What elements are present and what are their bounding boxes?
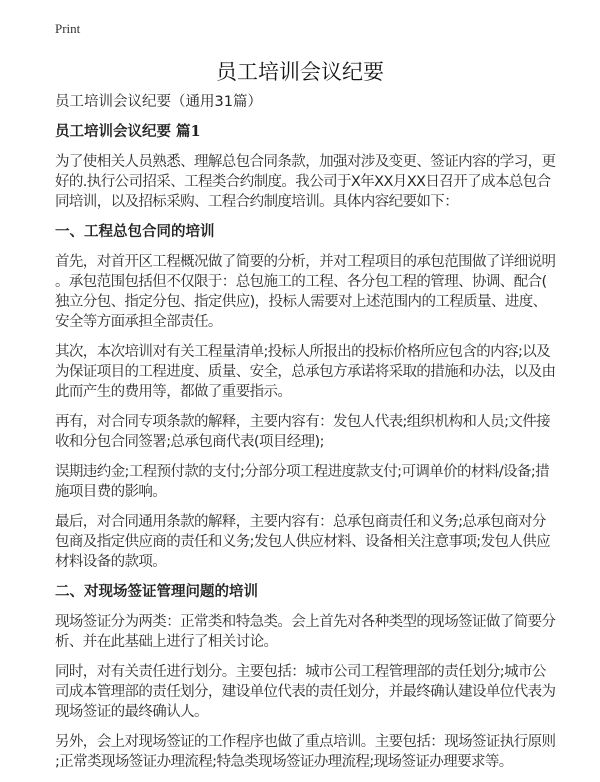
paragraph-line: 收和分包合同签署;总承包商代表(项目经理); bbox=[55, 434, 324, 450]
page-title: 员工培训会议纪要 bbox=[216, 60, 384, 84]
paragraph bbox=[55, 612, 555, 652]
document-subtitle: 员工培训会议纪要（通用31篇） bbox=[55, 94, 262, 110]
paragraph-line: 为保证项目的工程进度、质量、安全，总承包方承诺将采取的措施和办法，以及由 bbox=[55, 364, 556, 380]
paragraph-line: 误期违约金;工程预付款的支付;分部分项工程进度款支付;可调单价的材料/设备;措 bbox=[55, 464, 550, 480]
paragraph-line: 包商及指定供应商的责任和义务;发包人供应材料、设备相关注意事项;发包人供应 bbox=[55, 534, 551, 550]
paragraph-line: 此而产生的费用等，都做了重要指示。 bbox=[55, 384, 292, 400]
section-heading: 员工培训会议纪要 篇1 bbox=[55, 123, 201, 140]
paragraph bbox=[55, 412, 555, 452]
paragraph bbox=[55, 252, 555, 332]
paragraph-line: 。承包范围包括但不仅限于：总包施工的工程、各分包工程的管理、协调、配合( bbox=[55, 274, 547, 290]
paragraph-line: 安全等方面承担全部责任。 bbox=[55, 314, 222, 330]
section-heading: 二、对现场签证管理问题的培训 bbox=[55, 583, 258, 600]
paragraph-line: 再有，对合同专项条款的解释，主要内容有：发包人代表;组织机构和人员;文件接 bbox=[55, 414, 551, 430]
print-link[interactable]: Print bbox=[55, 21, 81, 36]
paragraph-line: 为了使相关人员熟悉、理解总包合同条款，加强对涉及变更、签证内容的学习，更 bbox=[55, 154, 556, 170]
paragraph bbox=[55, 662, 555, 722]
paragraph bbox=[55, 152, 555, 212]
paragraph-line: 现场签证分为两类：正常类和特急类。会上首先对各种类型的现场签证做了简要分 bbox=[55, 614, 556, 630]
paragraph-line: ;正常类现场签证办理流程;特急类现场签证办理流程;现场签证办理要求等。 bbox=[55, 754, 513, 770]
paragraph-line: 同时，对有关责任进行划分。主要包括：城市公司工程管理部的责任划分;城市公 bbox=[55, 664, 546, 680]
paragraph-line: 最后，对合同通用条款的解释，主要内容有：总承包商责任和义务;总承包商对分 bbox=[55, 514, 546, 530]
paragraph-line: 另外，会上对现场签证的工作程序也做了重点培训。主要包括：现场签证执行原则 bbox=[55, 734, 556, 750]
paragraph-line: 析、并在此基础上进行了相关讨论。 bbox=[55, 634, 278, 650]
paragraph bbox=[55, 342, 555, 402]
document-body bbox=[55, 92, 555, 782]
paragraph bbox=[55, 732, 555, 772]
paragraph-line: 同培训，以及招标采购、工程合约制度培训。具体内容纪要如下： bbox=[55, 194, 459, 210]
paragraph-line: 现场签证的最终确认人。 bbox=[55, 704, 208, 720]
paragraph-line: 首先，对首开区工程概况做了简要的分析，并对工程项目的承包范围做了详细说明 bbox=[55, 254, 556, 270]
section-heading: 一、工程总包合同的培训 bbox=[55, 223, 215, 240]
paragraph bbox=[55, 462, 555, 502]
paragraph-line: 施项目费的影响。 bbox=[55, 484, 167, 500]
paragraph-line: 好的.执行公司招采、工程类合约制度。我公司于X年XX月XX日召开了成本总包合 bbox=[55, 174, 551, 190]
paragraph-line: 材料设备的款项。 bbox=[55, 554, 167, 570]
paragraph bbox=[55, 512, 555, 572]
paragraph-line: 其次，本次培训对有关工程量清单;投标人所报出的投标价格所应包含的内容;以及 bbox=[55, 344, 551, 360]
paragraph-line: 司成本管理部的责任划分，建设单位代表的责任划分，并最终确认建设单位代表为 bbox=[55, 684, 556, 700]
paragraph-line: 独立分包、指定分包、指定供应)，投标人需要对上述范围内的工程质量、进度、 bbox=[55, 294, 547, 310]
